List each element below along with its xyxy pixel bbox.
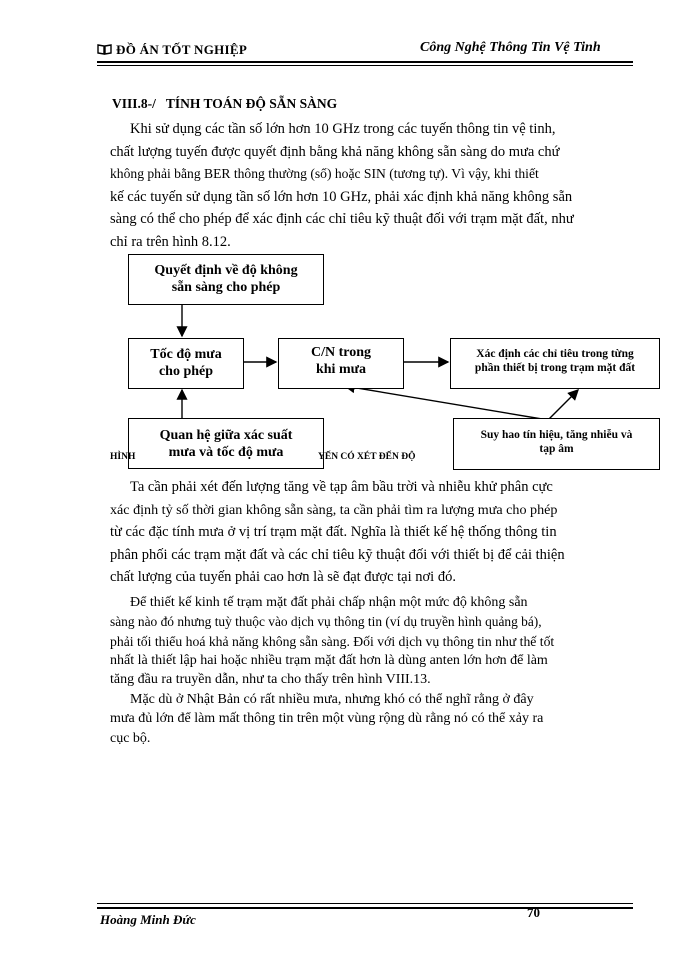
text-line: xác định tỷ số thời gian không sẵn sàng, ta cần phải tìm ra lượng mưa cho phép bbox=[110, 501, 558, 518]
text-line: tăng đầu ra truyền dẫn, như ta cho thấy trên hình VIII.13. bbox=[110, 672, 431, 688]
text-line: cục bộ. bbox=[110, 730, 151, 746]
box-allowed-rain-rate bbox=[128, 338, 244, 389]
text-line: nhất là thiết lập hai hoặc nhiều trạm mặt đất hơn là dùng anten lớn hơn để làm bbox=[110, 652, 548, 668]
text-line: phải tối thiểu hoá khả năng không sẵn sàng. Đối với dịch vụ thông tin như thế tốt bbox=[110, 633, 555, 649]
box-text: Suy hao tín hiệu, tăng nhiễu và bbox=[480, 429, 633, 441]
box-text: Quyết định về độ không bbox=[154, 263, 298, 278]
text-line: Khi sử dụng các tần số lớn hơn 10 GHz trong các tuyến thông tin vệ tinh, bbox=[130, 121, 556, 137]
text-line: sàng có thể cho phép để xác định các chỉ tiêu kỹ thuật đối với trạm mặt đất, như bbox=[110, 211, 574, 228]
paragraph-3 bbox=[110, 593, 634, 689]
box-signal-loss bbox=[453, 418, 660, 470]
box-text: khi mưa bbox=[315, 362, 367, 377]
arrow-loss-to-cn bbox=[345, 386, 548, 420]
text-line: phân phối các trạm mặt đất và các chỉ tiêu kỹ thuật đối với thiết bị để cải thiện bbox=[110, 546, 565, 563]
arrow-loss-to-spec bbox=[548, 390, 578, 420]
box-text: Tốc độ mưa bbox=[150, 347, 222, 362]
box-text: mưa và tốc độ mưa bbox=[168, 445, 284, 460]
header-right-title: Công Nghệ Thông Tin Vệ Tinh bbox=[420, 40, 601, 55]
text-line: từ các đặc tính mưa ở vị trí trạm mặt đất. Nghĩa là thiết kế hệ thống thông tin bbox=[110, 524, 557, 541]
text-line: sàng nào đó nhưng tuỳ thuộc vào dịch vụ thông tin (ví dụ truyền hình quảng bá), bbox=[110, 614, 542, 630]
figure-caption-right: YẾN CÓ XÉT ĐẾN ĐỘ bbox=[318, 452, 416, 462]
box-text: Xác định các chỉ tiêu trong từng bbox=[476, 348, 634, 360]
section-number: VIII.8-/ bbox=[112, 96, 156, 111]
paragraph-2 bbox=[110, 476, 634, 589]
text-line: chất lượng của tuyến phải cao hơn là sẽ đạt được tại nơi đó. bbox=[110, 569, 456, 586]
text-line: mưa đủ lớn để làm mất thông tin trên một vùng rộng dù rằng nó có thể xảy ra bbox=[110, 711, 544, 727]
text-line: Ta cần phải xét đến lượng tăng về tạp âm bầu trời và nhiễu khử phân cực bbox=[130, 479, 553, 495]
box-rain-probability-relation bbox=[128, 418, 324, 469]
footer-rule-thin bbox=[97, 903, 633, 904]
box-text: phần thiết bị trong trạm mặt đất bbox=[474, 362, 636, 374]
text-line: chất lượng tuyến được quyết định bằng khả năng không sẵn sàng do mưa chứ bbox=[110, 143, 560, 160]
box-text: sẵn sàng cho phép bbox=[171, 280, 281, 295]
footer-author: Hoàng Minh Đức bbox=[100, 912, 196, 927]
section-title: TÍNH TOÁN ĐỘ SẴN SÀNG bbox=[165, 96, 338, 111]
page-number: 70 bbox=[527, 905, 540, 920]
box-text: Quan hệ giữa xác suất bbox=[159, 428, 293, 443]
text-line: Để thiết kế kinh tế trạm mặt đất phải chấp nhận một mức độ không sẵn bbox=[130, 595, 528, 610]
header-left-text: ĐỒ ÁN TỐT NGHIỆP bbox=[116, 42, 248, 57]
box-decide-unavailability bbox=[128, 254, 324, 305]
box-text: C/N trong bbox=[310, 345, 372, 360]
text-line: Mặc dù ở Nhật Bản có rất nhiều mưa, nhưng khó có thể nghĩ rằng ở đây bbox=[130, 692, 534, 707]
paragraph-4 bbox=[110, 690, 634, 748]
box-text: cho phép bbox=[158, 364, 214, 379]
text-line: chỉ ra trên hình 8.12. bbox=[110, 233, 231, 250]
text-line: không phải bằng BER thông thường (số) hoặc SIN (tương tự). Vì vậy, khi thiết bbox=[110, 166, 539, 182]
box-determine-specs bbox=[450, 338, 660, 389]
box-cn-in-rain bbox=[278, 338, 404, 389]
text-line: kế các tuyến sử dụng tần số lớn hơn 10 GHz, phải xác định khả năng không sẵn bbox=[110, 188, 573, 205]
box-text: tạp âm bbox=[539, 443, 574, 455]
footer-rule bbox=[97, 907, 633, 909]
figure-caption-left: HÌNH bbox=[110, 452, 136, 462]
